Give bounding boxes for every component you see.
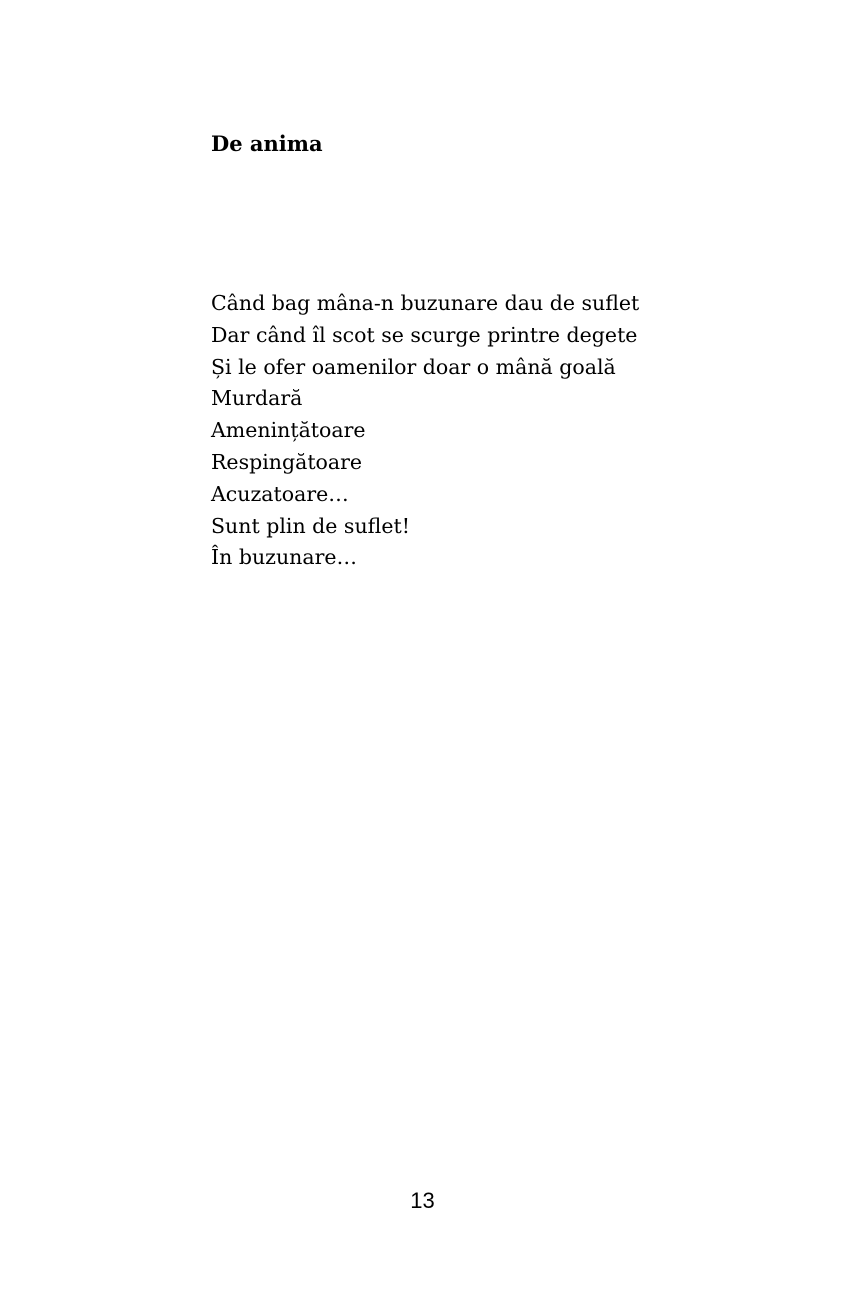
poem-line: Dar când îl scot se scurge printre degete [211, 322, 638, 347]
poem-line: În buzunare… [211, 545, 358, 570]
poem-line: Murdară [211, 386, 303, 411]
poem-line: Respingătoare [211, 449, 363, 474]
poem-title: De anima [211, 131, 323, 156]
poem-line: Când bag mâna-n buzunare dau de suflet [211, 291, 640, 315]
poem-line: Amenințătoare [211, 418, 366, 443]
page-number: 13 [410, 1188, 435, 1213]
poem-line: Sunt plin de suflet! [211, 513, 410, 538]
poem-line: Și le ofer oamenilor doar o mână goală [211, 354, 616, 379]
poem-line: Acuzatoare… [211, 481, 349, 506]
poem-body [211, 288, 639, 574]
